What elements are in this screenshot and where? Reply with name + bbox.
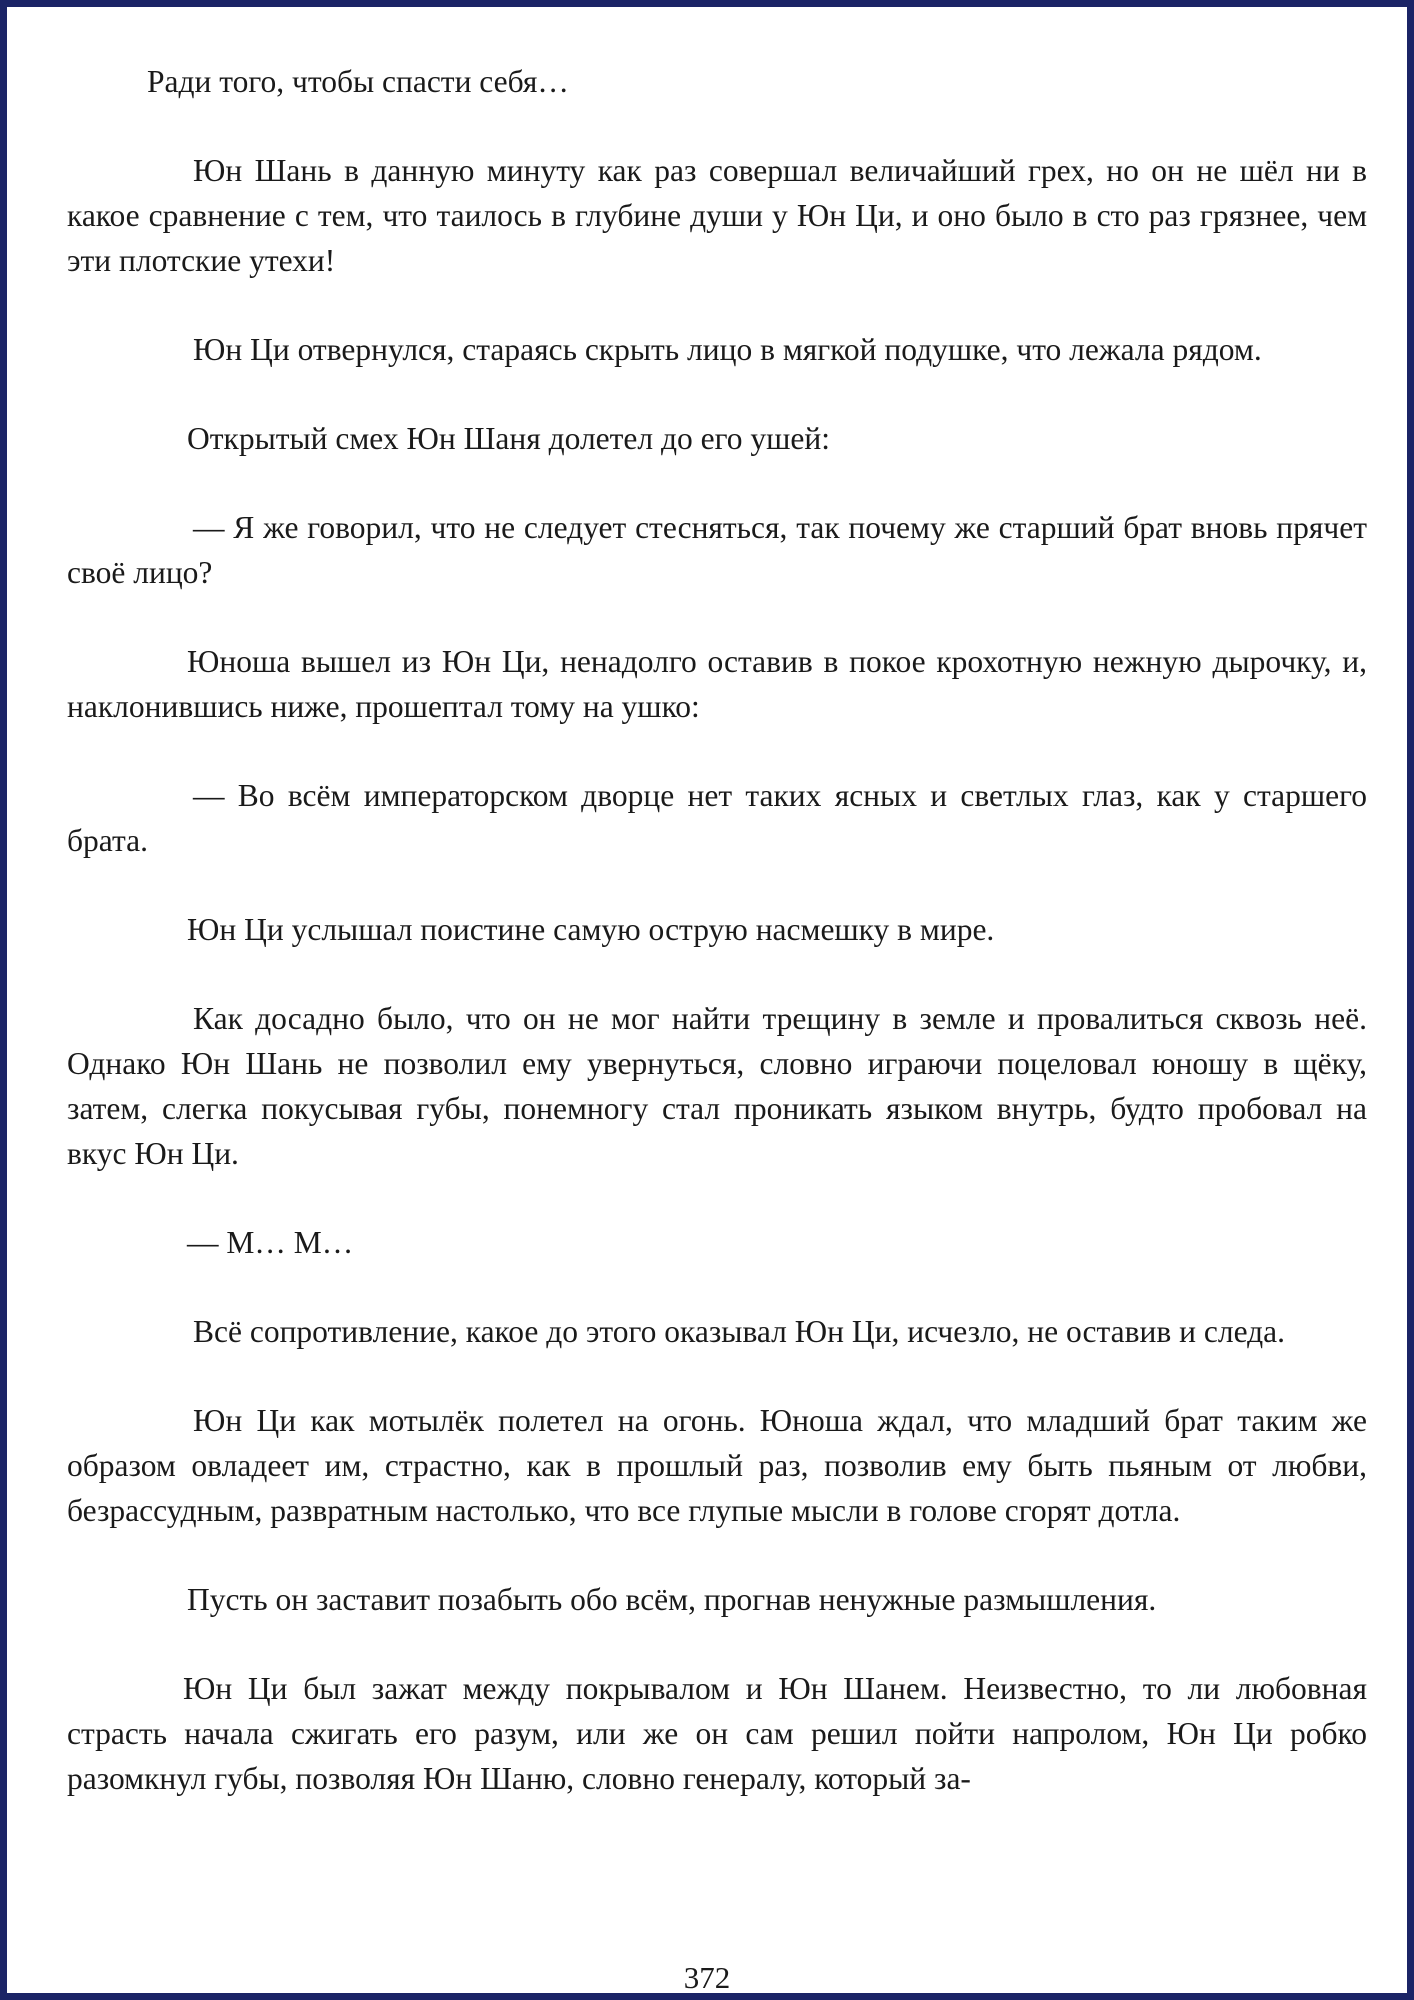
paragraph-13: Пусть он заставит позабыть обо всём, прогнав ненужные размышления.	[187, 1582, 1157, 1617]
paragraph-8: Юн Ци услышал поистине самую острую насмешку в мире.	[187, 912, 995, 947]
paragraph-2: Юн Шань в данную минуту как раз совершал величайший грех, но он не шёл ни в какое сравнение с тем, что таилось в глубине души у Юн Ци, и оно было в сто раз грязнее, чем эти плотские утехи!	[67, 153, 1367, 278]
paragraph-14: Юн Ци был зажат между покрывалом и Юн Шанем. Неизвестно, то ли любовная страсть начала сжигать его разум, или же он сам решил пойти напролом, Юн Ци робко разомкнул губы, позволяя Юн Шаню, словно генералу, который за-	[67, 1671, 1367, 1796]
paragraph-1: Ради того, чтобы спасти себя…	[147, 64, 569, 99]
paragraph-6: Юноша вышел из Юн Ци, ненадолго оставив в покое крохотную нежную дырочку, и, наклонившись ниже, прошептал тому на ушко:	[67, 644, 1367, 724]
paragraph-5: — Я же говорил, что не следует стесняться, так почему же старший брат вновь прячет своё лицо?	[67, 510, 1367, 590]
page-number: 372	[683, 1960, 731, 1995]
paragraph-7: — Во всём императорском дворце нет таких ясных и светлых глаз, как у старшего брата.	[67, 778, 1367, 858]
paragraph-3: Юн Ци отвернулся, стараясь скрыть лицо в мягкой подушке, что лежала рядом.	[193, 332, 1262, 367]
paragraph-10: — М… М…	[187, 1225, 354, 1260]
paragraph-4: Открытый смех Юн Шаня долетел до его ушей:	[187, 421, 830, 456]
paragraph-11: Всё сопротивление, какое до этого оказывал Юн Ци, исчезло, не оставив и следа.	[193, 1314, 1286, 1349]
paragraph-12: Юн Ци как мотылёк полетел на огонь. Юноша ждал, что младший брат таким же образом овладеет им, страстно, как в прошлый раз, позволив ему быть пьяным от любви, безрассудным, развратным настолько, что все глупые мысли в голове сгорят дотла.	[67, 1403, 1367, 1528]
paragraph-9: Как досадно было, что он не мог найти трещину в земле и провалиться сквозь неё. Однако Юн Шань не позволил ему увернуться, словно играючи поцеловал юношу в щёку, затем, слегка покусывая губы, понемногу стал проникать языком внутрь, будто пробовал на вкус Юн Ци.	[67, 1001, 1367, 1171]
body-text	[67, 59, 1367, 1801]
